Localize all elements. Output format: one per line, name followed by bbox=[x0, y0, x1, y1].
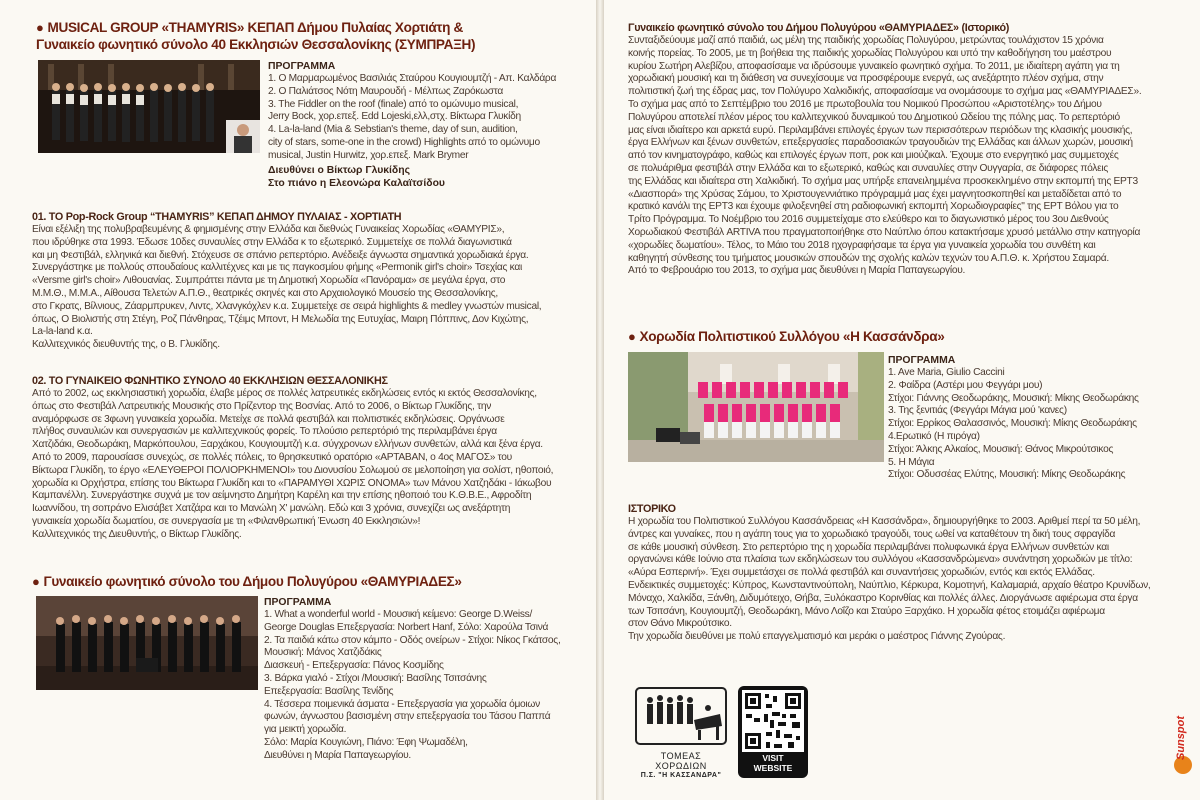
text-line: που ιδρύθηκε στα 1993. Έδωσε 10δες συναυλίες στην Ελλάδα κ το εξωτερικό. Συμμετείχε σε πολλά διαγωνιστικά bbox=[32, 236, 512, 248]
section-text bbox=[32, 224, 592, 352]
text-line: Συνταξιδεύουμε μαζί από παιδιά, ως μέλη της παιδικής χορωδίας Πολυγύρου, μετρώντας τουλάχιστον 15 χρόνια bbox=[628, 35, 1104, 46]
program-item: φωνών, άγνωστου βασισμένη στην επεξεργασία του Τάσου Παππά bbox=[264, 711, 551, 723]
text-line: και μη Φεστιβάλ, ελληνικά και διεθνή. Στόχευσε σε σπάνιο ρεπερτόριο. Ανέδειξε άγνωστα σημαντικά χορωδιακά έργα. bbox=[32, 249, 529, 261]
heading-musical-group bbox=[36, 19, 576, 53]
text-line: Την χορωδία διευθύνει με πολύ επαγγελματισμό και μεράκι ο μαέστρος Γιάννης Ζγούρας. bbox=[628, 631, 1006, 643]
text-line: Καλλιτεχνικός της Διευθυντής, ο Βίκτωρ Γλυκίδης. bbox=[32, 528, 242, 540]
text-line: από τον κινηματογράφο, καθώς και επιλογές έργων ποπ, ροκ και μιούζικαλ. Έχουμε στο ενεργητικό μας συμμετοχές bbox=[628, 150, 1119, 162]
text-line: Το σχήμα μας από το Σεπτέμβριο του 2016 με πρωτοβουλία του Νομικού Προσώπου «Αριστοτέλης» του Δήμου bbox=[628, 98, 1102, 110]
program-item: George Douglas Επεξεργασία: Norbert Hanf, Σόλο: Χαρούλα Τσινά bbox=[264, 621, 549, 633]
logo-line: ΤΟΜΕΑΣ bbox=[660, 751, 702, 761]
visit-website-label[interactable] bbox=[738, 753, 808, 773]
text-line: Μ.Μ.Θ., Μ.Μ.Α., Αίθουσα Τελετών Α.Π.Θ., θεατρικές σκηνές και στο Αρχαιολογικό Μουσείο της Θεσσαλονίκης, bbox=[32, 287, 498, 299]
text-line: Χατζιδάκι, Θεοδωράκη, Μαρκόπουλου, Ξαρχάκου, Κουγιουμτζή κ.α. σύγχρονων ελλήνων συνθετών, αλλά και ξένα έργα. bbox=[32, 439, 543, 451]
sunspot-logo bbox=[1170, 710, 1194, 780]
text-line: κοινής πορείας. Το 2005, με τη βοήθεια της παιδικής χορωδίας Πολυγύρου και υπό την καθοδήγηση του μαέστρου bbox=[628, 47, 1112, 59]
program-item: city of stars, some-one in the crowd) Highlights από το ομώνυμο bbox=[268, 136, 540, 148]
text-line: Καμπανέλλη. Συνεργάστηκε συχνά με τον αείμνηστο Δημήτρη Καρέλη και την επίσης ηθοποιό του Κ.Θ.Β.Ε., Αφροδίτη bbox=[32, 490, 532, 502]
text-line: Χορωδιακού Φεστιβάλ ARTIVA που πραγματοποιήθηκε στο Ναύπλιο όπου κατακτήσαμε χρυσό μετάλλιο στην κατηγορία bbox=[628, 226, 1141, 238]
program-item: Σόλο: Μαρία Κουγιώνη, Πιάνο: Έφη Ψωμαδέλη, bbox=[264, 736, 468, 748]
program-item: 2. Τα παιδιά κάτω στον κάμπο - Οδός ονείρων - Στίχοι: Νίκος Γκάτσος, bbox=[264, 634, 561, 646]
text-line: της Ελλάδας και ιδιαίτερα στη Χαλκιδική. Το σχήμα μας υπήρξε επανειλημμένα προσκεκλημένο στην εκπομπή της ΕΡΤ3 bbox=[628, 175, 1138, 187]
heading-line: Χορωδία Πολιτιστικού Συλλόγου «Η Κασσάνδρα» bbox=[639, 329, 945, 344]
bullet-icon: ● bbox=[32, 574, 40, 589]
text-line: όπως, Ο Βιολιστής στη Στέγη, Ροζ Πάνθηρας, Τζέιμς Μποντ, Η Μελωδία της Ευτυχίας, Μαιρη Πόππινς, Δον Κιχώτης, bbox=[32, 313, 529, 325]
program-item: Διασκευή - Επεξεργασία: Πάνος Κοσμίδης bbox=[264, 660, 444, 672]
text-line: οργανώνει κάθε Ιούνιο στα πλαίσια των εκδηλώσεων του συλλόγου «Κασσανδρώμενα» συνάντηση χορωδιών με τίτλο: bbox=[628, 554, 1133, 566]
heading-line: Γυναικείο φωνητικό σύνολο 40 Εκκλησιών Θεσσαλονίκης (ΣΥΜΠΡΑΞΗ) bbox=[36, 37, 476, 52]
program-item: Μουσική: Μάνος Χατζιδάκις bbox=[264, 647, 382, 659]
heading-line: MUSICAL GROUP «THAMYRIS» ΚΕΠΑΠ Δήμου Πυλαίας Χορτιάτη & bbox=[47, 20, 463, 35]
text-line: πλήθος συναυλιών και συνεργασιών με καλλιτεχνικούς φορείς. Το πλούσιο ρεπερτόριό της περιλαμβάνει έργα bbox=[32, 426, 497, 438]
text-line: Ενδεικτικές συμμετοχές: Κύπρος, Κωνσταντινούπολη, Ναύπλιο, Κέρκυρα, Κομοτηνή, Καλαμαριά, αρχαίο θέατρο Κρυνίδων, bbox=[628, 579, 1151, 591]
brand-text: Sunspot bbox=[1175, 716, 1187, 760]
section-title: 01. ΤΟ Pop-Rock Group “THAMYRIS” ΚΕΠΑΠ ΔΗΜΟΥ ΠΥΛΑΙΑΣ - ΧΟΡΤΙΑΤΗ bbox=[32, 211, 402, 223]
choir-photo-thamyris bbox=[38, 60, 260, 153]
text-line: όπως στο Φεστιβάλ Λατρευτικής Μουσικής στο Πρίζεντορ της Βοσνίας. Από το 2006, ο Βίκτωρ Γλυκίδης, την bbox=[32, 400, 492, 412]
text-line: σε πολυάριθμα φεστιβάλ στην Ελλάδα και το εξωτερικό, καθώς και συναυλίες στην Ουγγαρία, σε διάφορες πόλεις bbox=[628, 162, 1108, 174]
text-line: La-la-land κ.α. bbox=[32, 326, 93, 338]
program-item: για μεικτή χορωδία. bbox=[264, 724, 347, 736]
program-item: 1. Ο Μαρμαρωμένος Βασιλιάς Σταύρου Κουγιουμτζή - Απ. Καλδάρα bbox=[268, 73, 557, 84]
text-line: στο Γκρατς, Βίλνιους, Ζάαρμπρυκεν, Λιντς, Χλανγκόχλεν κ.α. Συμμετείχε σε σειρά highlights & medley γνωστών musical, bbox=[32, 300, 542, 312]
program-title: ΠΡΟΓΡΑΜΜΑ bbox=[268, 61, 336, 72]
choir-photo-thamyriades bbox=[36, 596, 258, 690]
text-line: «Versme girl's choir» Λιθουανίας. Συμπράττει πάντα με τη Δημοτική Χορωδία «Πανόραμα» σε μεγάλα έργα, στο bbox=[32, 275, 506, 287]
program-item: Jerry Bock, χορ.επεξ. Edd Lojeski,ελλ,στχ. Βίκτωρα Γλυκίδη bbox=[268, 111, 521, 123]
text-line: έργα Ελλήνων και ξένων συνθετών, επεξεργασίες παραδοσιακών τραγουδιών της Ελλάδας και άλλων χωρών, μουσική bbox=[628, 137, 1133, 149]
conductor-line: Διευθύνει ο Βίκτωρ Γλυκίδης bbox=[268, 164, 410, 176]
text-line: σε κάθε μουσική σύνθεση. Στο ρεπερτόριο της η χορωδία περιλαμβάνει πολυφωνικά έργα Ελλήνων συνθετών και bbox=[628, 541, 1109, 553]
program-1-lines bbox=[268, 73, 588, 163]
program-item: Επεξεργασία: Βασίλης Τενίδης bbox=[264, 685, 394, 697]
section-text bbox=[32, 388, 592, 542]
program-item: Διευθύνει η Μαρία Παπαγεωργίου. bbox=[264, 749, 411, 761]
text-line: πολιτιστική ζωή της έδρας μας, τον Πολύγυρο Χαλκιδικής, αποφασίσαμε να ονομάσουμε το σχήμα μας «ΘΑΜΥΡΙΑΔΕΣ». bbox=[628, 86, 1142, 98]
text-line: γυναικεία χορωδία δωματίου, σε συνεργασία με τη «Φιλανθρωπική Ένωση 40 Εκκλησιών»! bbox=[32, 515, 421, 527]
text-line: Ιωαννίδου, τη σοπράνο Ελισάβετ Χατζάρα και το Μανώλη Χ' μανώλη. Εδώ και 3 χρόνια, συνεχίζει ως ανεξάρτητη bbox=[32, 503, 511, 515]
text-line: άντρες και γυναίκες, που η αγάπη τους για το χορωδιακό τραγούδι, τους ωθεί να καταθέτουν τη δική τους σφραγίδα bbox=[628, 528, 1116, 540]
program-item: 3. The Fiddler on the roof (finale) από το ομώνυμο musical, bbox=[268, 98, 519, 110]
text-line: στον Θάνο Μικρούτσικο. bbox=[628, 618, 732, 630]
heading-line: Γυναικείο φωνητικό σύνολο του Δήμου Πολυγύρου «ΘΑΜΥΡΙΑΔΕΣ» bbox=[43, 574, 462, 589]
text-line: αναμόρφωσε σε 3φωνη γυναικεία χορωδία. Μετείχε σε πολλά φεστιβάλ και πολιτιστικές εκδηλώσεις. Οργάνωσε bbox=[32, 413, 505, 425]
section-title: Γυναικείο φωνητικό σύνολο του Δήμου Πολυγύρου «ΘΑΜΥΡΙΑΔΕΣ» (Ιστορικό) bbox=[628, 22, 1010, 34]
program-title: ΠΡΟΓΡΑΜΜΑ bbox=[888, 355, 956, 366]
text-line: κρατικό κανάλι της ΕΡΤ3 και έχουμε φιλοξενηθεί στη ραδιοφωνική εκπομπή Χορωδιογραφίες" της ΕΡΤ Βόλου για το bbox=[628, 201, 1119, 213]
text-line: Είναι εξέλιξη της πολυβραβευμένης & φημισμένης στην Ελλάδα και διεθνώς Γυναικείας Χορωδίας «ΘΑΜΥΡΙΣ», bbox=[32, 224, 505, 235]
visit-line: VISIT bbox=[762, 753, 784, 763]
text-line: Από το 2002, ως εκκλησιαστική χορωδία, έλαβε μέρος σε πολλές λατρευτικές εκδηλώσεις εντός κι εκτός Θεσσαλονίκης, bbox=[32, 388, 537, 399]
program-item: 1. Ave Maria, Giulio Caccini bbox=[888, 367, 1005, 378]
visit-line: WEBSITE bbox=[753, 763, 793, 773]
choir-photo-kassandra bbox=[628, 352, 884, 462]
section-title: 02. ΤΟ ΓΥΝΑΙΚΕΙΟ ΦΩΝΗΤΙΚΟ ΣΥΝΟΛΟ 40 ΕΚΚΛΗΣΙΩΝ ΘΕΣΣΑΛΟΝΙΚΗΣ bbox=[32, 375, 388, 387]
text-line: καθηγητή σύνθεσης του τμήματος μουσικών σπουδών της σχολής καλών τεχνών του Α.Π.Θ. κ. Χρήστου Σαμαρά. bbox=[628, 252, 1109, 264]
program-title: ΠΡΟΓΡΑΜΜΑ bbox=[264, 597, 332, 608]
text-line: Πολυγύρου αποτελεί πλέον μέρος του καλλιτεχνικού δυναμικού του Δημοτικού Ωδείου της πόλης μας. Το ρεπερτόριό bbox=[628, 111, 1120, 123]
text-line: Από το Φεβρουάριο του 2013, το σχήμα μας διευθύνει η Μαρία Παπαγεωργίου. bbox=[628, 265, 966, 277]
program-item: Στίχοι: Οδυσσέας Ελύτης, Μουσική: Μίκης Θεοδωράκης bbox=[888, 469, 1126, 481]
left-page bbox=[0, 0, 596, 800]
text-line: «Αύρα Εσπερινή». Έχει συμμετάσχει σε πολλά φεστιβάλ και συναντήσεις χορωδιών, εντός και εκτός Ελλάδας. bbox=[628, 567, 1095, 579]
heading-thamyriades bbox=[32, 573, 592, 590]
text-line: «Διασπορά» της Χρύσας Σάμου, το Χριστουγεννιάτικο πρόγραμμά μας έχει μαγνητοσκοπηθεί και μεταδίδεται από το bbox=[628, 188, 1122, 200]
page-fold bbox=[596, 0, 604, 800]
section-women-ensemble-40 bbox=[32, 375, 592, 542]
program-2-lines bbox=[264, 609, 594, 763]
qr-code-block[interactable] bbox=[738, 686, 808, 778]
text-line: «χορωδίες δωματίου». Τέλος, το Μάιο του 2018 ηχογραφήσαμε τα έργα για γυναικεία χορωδία του συνθέτη και bbox=[628, 239, 1096, 251]
program-item: 3. Της ξενιτιάς (Φεγγάρι Μάγια μού 'κανες) bbox=[888, 405, 1067, 417]
bullet-icon: ● bbox=[628, 329, 636, 344]
text-line: Συνεργάστηκε με πολλούς σπουδαίους καλλιτέχνες και με τις παγκοσμίου φήμης «Permonik girl's choir» Τσεχίας και bbox=[32, 262, 522, 274]
text-line: Μόναχο, Χαλκίδα, Ξάνθη, Διδυμότειχο, Θήβα, Ξυλόκαστρο Κορινθίας και πολλές άλλες. Διοργάνωσε αφιέρωμα στα έργα bbox=[628, 592, 1138, 604]
choir-sector-logo bbox=[634, 686, 728, 778]
program-2 bbox=[264, 596, 594, 763]
text-line: Τρίτο Πρόγραμμα. Το Νοέμβριο του 2016 συμμετείχαμε στο ελεύθερο και το διαγωνιστικό μέρος του 3ου Διεθνούς bbox=[628, 214, 1109, 226]
text-line: χορωδιακή μουσική και τη διάθεση να συνεχίσουμε να προσφέρουμε ενεργά, ως ανεξάρτητο πλέον σχήμα, στην bbox=[628, 73, 1104, 85]
program-item: musical, Justin Hurwitz, χορ.επεξ. Mark Brymer bbox=[268, 149, 469, 161]
text-line: Καλλιτεχνικός διευθυντής της, ο Β. Γλυκίδης. bbox=[32, 339, 220, 351]
program-item: 3. Βάρκα γιαλό - Στίχοι /Μουσική: Βασίλης Τσιτσάνης bbox=[264, 672, 487, 684]
section-text bbox=[628, 516, 1196, 644]
program-item: 4. Τέσσερα ποιμενικά άσματα - Επεξεργασία για χορωδία όμοιων bbox=[264, 698, 540, 710]
program-item: 4. La-la-land (Mia & Sebstian's theme, day of sun, audition, bbox=[268, 124, 518, 136]
section-pop-rock-group bbox=[32, 211, 592, 352]
piano-line: Στο πιάνο η Ελεονώρα Καλαϊτσίδου bbox=[268, 177, 445, 189]
program-3-lines bbox=[888, 367, 1188, 482]
text-line: Η χορωδία του Πολιτιστικού Συλλόγου Κασσάνδρειας «Η Κασσάνδρα», δημιουργήθηκε το 2003. Αριθμεί περί τα 50 μέλη, bbox=[628, 516, 1141, 527]
section-title: ΙΣΤΟΡΙΚΟ bbox=[628, 503, 676, 515]
program-item: 1. What a wonderful world - Μουσική κείμενο: George D.Weiss/ bbox=[264, 609, 533, 620]
section-thamyriades-history bbox=[628, 22, 1196, 278]
program-item: Στίχοι: Γιάννης Θεοδωράκης, Μουσική: Μίκης Θεοδωράκης bbox=[888, 392, 1139, 404]
section-kassandra-history bbox=[628, 503, 1196, 644]
program-item: 4.Ερωτικό (Η πιρόγα) bbox=[888, 430, 980, 442]
program-3 bbox=[888, 354, 1188, 482]
text-line: κυρίου Σωτήρη Αλεβίζου, αποφασίσαμε να ιδρύσουμε γυναικείο φωνητικό σχήμα. Το 2011, με ιδιαίτερη αγάπη για τη bbox=[628, 60, 1120, 72]
text-line: μας είναι ιδιαίτερο και αρκετά ευρύ. Περιλαμβάνει επιλογές έργων των περισσότερων περιόδων της κλασικής μουσικής, bbox=[628, 124, 1133, 136]
program-item: Στίχοι: Ερρίκος Θαλασσινός, Μουσική: Μίκης Θεοδωράκης bbox=[888, 418, 1137, 430]
choir-piano-icon bbox=[634, 686, 728, 746]
heading-kassandra bbox=[628, 328, 1188, 345]
logo-line: Π.Σ. "Η ΚΑΣΣΑΝΔΡΑ" bbox=[640, 772, 722, 779]
program-item: 2. Ο Παλιάτσος Νότη Μαυρουδή - Μέλπως Ζαρόκωστα bbox=[268, 85, 504, 97]
program-item: Στίχοι: Άλκης Αλκαίος, Μουσική: Θάνος Μικρούτσικος bbox=[888, 443, 1114, 455]
qr-code-icon[interactable] bbox=[742, 690, 804, 752]
text-line: Από το 2009, παρουσίασε συνεχώς, σε πολλές πόλεις, το θρησκευτικό ορατόριο «ΑΡΤΑΒΑΝ, ο 4ος ΜΑΓΟΣ» του bbox=[32, 451, 512, 463]
program-1 bbox=[268, 60, 588, 190]
logo-line: ΧΟΡΩΔΙΩΝ bbox=[655, 761, 707, 771]
text-line: χορωδία κι Ορχήστρα, επίσης του Βίκτωρα Γλυκίδη και το «ΠΑΡΑΜΥΘΙ ΧΩΡΙΣ ΟΝΟΜΑ» των Μάνου Χατζηδάκι - Ιάκωβου bbox=[32, 477, 552, 489]
text-line: Βίκτωρα Γλυκίδη, το έργο «ΕΛΕΥΘΕΡΟΙ ΠΟΛΙΟΡΚΗΜΕΝΟΙ» του Διονυσίου Σολωμού σε μελοποίηση για σολίστ, ηθοποιό, bbox=[32, 464, 554, 476]
program-item: 2. Φαίδρα (Αστέρι μου Φεγγάρι μου) bbox=[888, 379, 1043, 391]
program-item: 5. Η Μάγια bbox=[888, 456, 935, 468]
section-text bbox=[628, 35, 1196, 278]
bullet-icon: ● bbox=[36, 20, 44, 35]
text-line: των Τσιτσάνη, Κουγιουμτζή, Θεοδωράκη, Μάνο Λοΐζο και Σταύρο Ξαρχάκο. Η χορωδία φέτος ετοιμάζει αφιέρωμα bbox=[628, 605, 1105, 617]
right-page bbox=[604, 0, 1200, 800]
logo-text bbox=[634, 751, 728, 781]
